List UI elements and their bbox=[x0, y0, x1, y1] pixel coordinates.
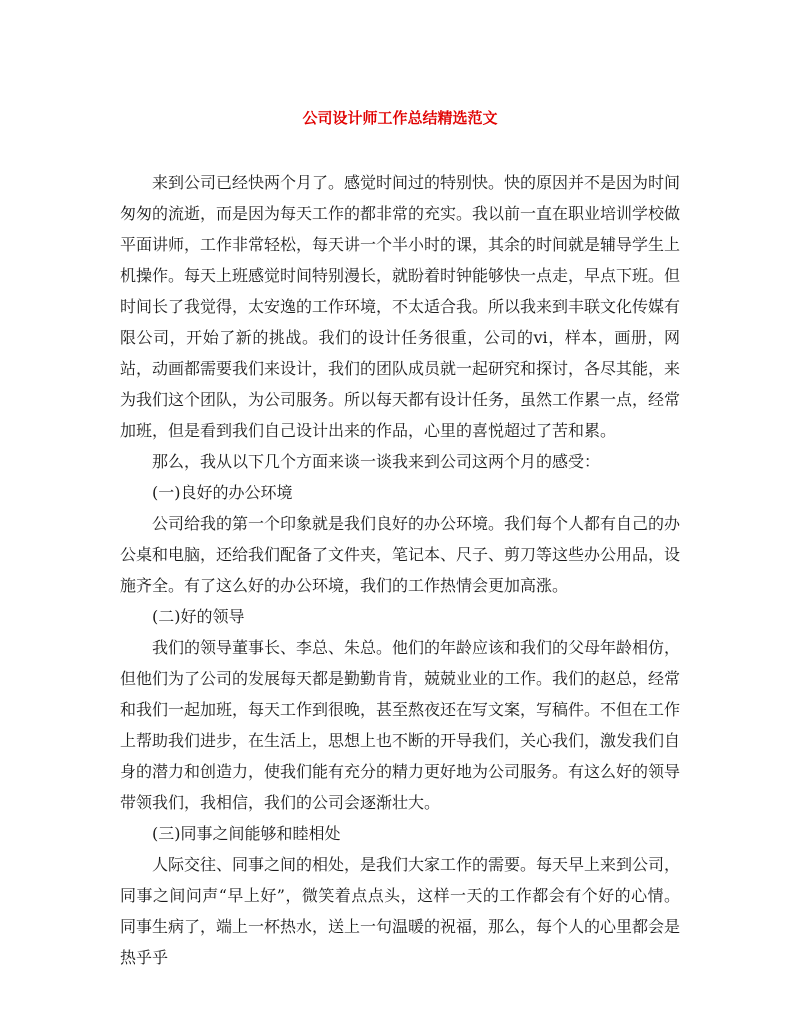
document-body bbox=[120, 167, 680, 973]
section-heading-leadership: (二)好的领导 bbox=[152, 607, 245, 626]
paragraph-office-environment: 公司给我的第一个印象就是我们良好的办公环境。我们每个人都有自己的办公桌和电脑，还给我们配备了文件夹，笔记本、尺子、剪刀等这些办公用品，设施齐全。有了这么好的办公环境，我们的工作热情会更加高涨。 bbox=[120, 514, 681, 595]
paragraph-intro: 来到公司已经快两个月了。感觉时间过的特别快。快的原因并不是因为时间匆匆的流逝，而是因为每天工作的都非常的充实。我以前一直在职业培训学校做平面讲师，工作非常轻松，每天讲一个半小时的课，其余的时间就是辅导学生上机操作。每天上班感觉时间特别漫长，就盼着时钟能够快一点走，早点下班。但时间长了我觉得，太安逸的工作环境，不太适合我。所以我来到丰联文化传媒有限公司，开始了新的挑战。我们的设计任务很重，公司的vi，样本，画册，网站，动画都需要我们来设计，我们的团队成员就一起研究和探讨，各尽其能，来为我们这个团队，为公司服务。所以每天都有设计任务，虽然工作累一点，经常加班，但是看到我们自己设计出来的作品，心里的喜悦超过了苦和累。 bbox=[120, 173, 681, 440]
paragraph-leadership: 我们的领导董事长、李总、朱总。他们的年龄应该和我们的父母年龄相仿，但他们为了公司的发展每天都是勤勤肯肯，兢兢业业的工作。我们的赵总，经常和我们一起加班，每天工作到很晚，甚至熬夜还在写文案，写稿件。不但在工作上帮助我们进步，在生活上，思想上也不断的开导我们，关心我们，激发我们自身的潜力和创造力，使我们能有充分的精力更好地为公司服务。有这么好的领导带领我们，我相信，我们的公司会逐渐壮大。 bbox=[120, 638, 681, 812]
paragraph-transition: 那么，我从以下几个方面来谈一谈我来到公司这两个月的感受： bbox=[152, 452, 601, 471]
section-heading-colleagues: (三)同事之间能够和睦相处 bbox=[152, 824, 341, 843]
paragraph-colleagues: 人际交往、同事之间的相处，是我们大家工作的需要。每天早上来到公司，同事之间问声“早上好”，微笑着点点头，这样一天的工作都会有个好的心情。同事生病了，端上一杯热水，送上一句温暖的祝福，那么，每个人的心里都会是热乎乎 bbox=[120, 855, 681, 967]
document-title: 公司设计师工作总结精选范文 bbox=[302, 109, 498, 127]
section-heading-office-environment: (一)良好的办公环境 bbox=[152, 483, 293, 502]
